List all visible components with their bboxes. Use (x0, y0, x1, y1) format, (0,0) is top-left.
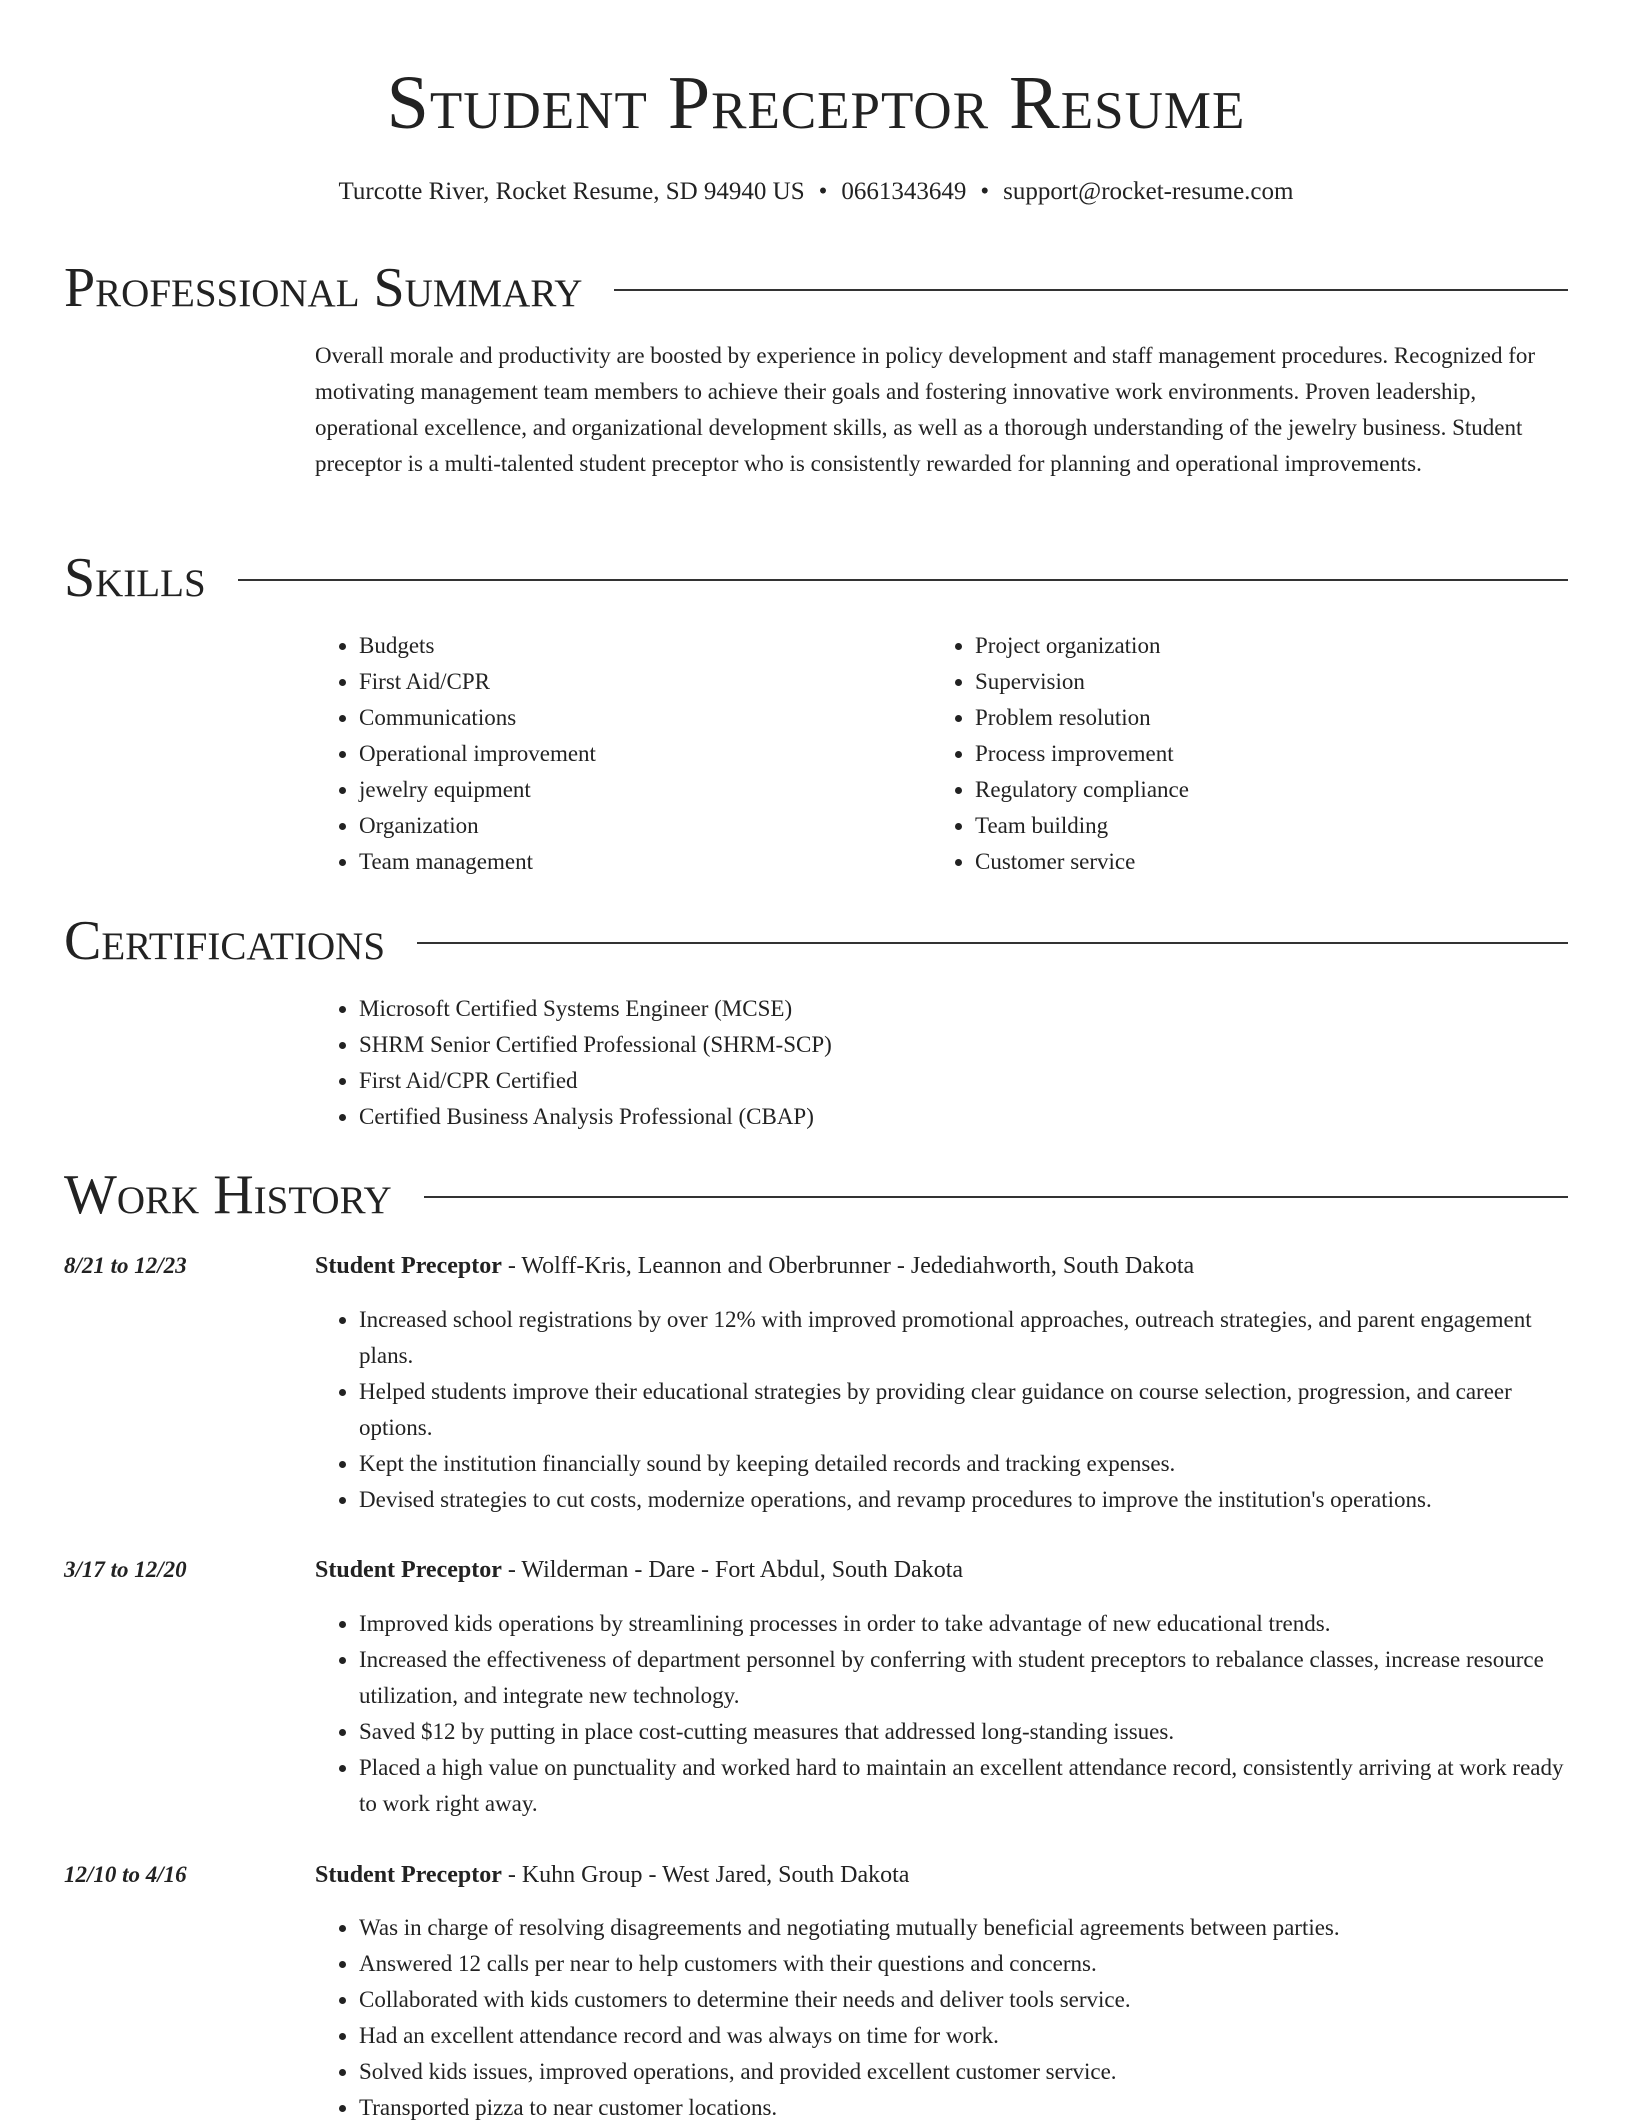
job-bullet: • Increased school registrations by over 12% with improved promotional approaches, outreach strategies, and parent engagement plans. (359, 1302, 1568, 1374)
job-bullet: • Answered 12 calls per near to help customers with their questions and concerns. (359, 1946, 1568, 1982)
skill-item: • jewelry equipment (359, 772, 931, 808)
job-bullets (315, 1302, 1568, 1518)
job-bullet: • Kept the institution financially sound by keeping detailed records and tracking expenses. (359, 1446, 1568, 1482)
job-bullet: • Had an excellent attendance record and was always on time for work. (359, 2018, 1568, 2054)
job-bullets (315, 1606, 1568, 1822)
section-divider (614, 289, 1568, 291)
certifications-heading: Certifications (64, 910, 386, 972)
job-bullet-list (315, 1606, 1568, 1822)
certification-item: • First Aid/CPR Certified (359, 1063, 1568, 1099)
job-bullet: • Placed a high value on punctuality and worked hard to maintain an excellent attendance record, consistently arriving at work ready to work right away. (359, 1750, 1568, 1822)
contact-email: support@rocket-resume.com (1003, 178, 1294, 205)
contact-address: Turcotte River, Rocket Resume, SD 94940 US (338, 178, 805, 205)
job-title: Student Preceptor (315, 1862, 502, 1888)
job-header (315, 1248, 1568, 1284)
contact-phone: 0661343649 (841, 178, 967, 205)
job-bullet: • Increased the effectiveness of department personnel by conferring with student preceptors to rebalance classes, increase resource utilization, and integrate new technology. (359, 1642, 1568, 1714)
contact-separator: • (980, 178, 990, 205)
job-bullet-list (315, 1302, 1568, 1518)
skill-item: • Team management (359, 844, 931, 880)
job-bullet: • Solved kids issues, improved operations, and provided excellent customer service. (359, 2054, 1568, 2090)
skills-content (315, 628, 1568, 880)
certification-item: • Microsoft Certified Systems Engineer (MCSE) (359, 991, 1568, 1027)
job-header (315, 1552, 1568, 1588)
job-details: - Wilderman - Dare - Fort Abdul, South Dakota (501, 1557, 964, 1583)
summary-text: Overall morale and productivity are boosted by experience in policy development and staff management procedures. Recognized for motivating management team members to achieve their goals and fostering innovative work environments. Proven leadership, operational excellence, and organizational development skills, as well as a thorough understanding of the jewelry business. Student preceptor is a multi-talented student preceptor who is consistently rewarded for planning and operational improvements. (315, 343, 1536, 476)
section-divider (424, 1196, 1568, 1198)
job-bullet: • Devised strategies to cut costs, modernize operations, and revamp procedures to improve the institution's operations. (359, 1482, 1568, 1518)
job-title: Student Preceptor (315, 1253, 502, 1279)
skills-section-header (64, 546, 1568, 610)
section-divider (238, 579, 1568, 581)
summary-content (315, 338, 1568, 482)
skill-item: • Supervision (975, 664, 1547, 700)
job-dates: 12/10 to 4/16 (64, 1862, 187, 1887)
section-divider (417, 942, 1568, 944)
resume-title: Student Preceptor Resume (386, 61, 1246, 145)
certifications-section-header (64, 909, 1568, 973)
skill-item: • Process improvement (975, 736, 1547, 772)
job-bullet: • Transported pizza to near customer locations. (359, 2090, 1568, 2126)
job-details: - Wolff-Kris, Leannon and Oberbrunner - Jedediahworth, South Dakota (501, 1253, 1195, 1279)
job-dates: 3/17 to 12/20 (64, 1557, 187, 1582)
certifications-content (315, 991, 1568, 1135)
skills-columns (315, 628, 1568, 880)
skills-heading: Skills (64, 547, 206, 609)
certification-item: • SHRM Senior Certified Professional (SHRM-SCP) (359, 1027, 1568, 1063)
job-header (315, 1857, 1568, 1893)
job-bullet-list (315, 1910, 1568, 2126)
skill-item: • Regulatory compliance (975, 772, 1547, 808)
summary-section-header (64, 256, 1568, 320)
job-details: - Kuhn Group - West Jared, South Dakota (501, 1862, 910, 1888)
contact-line (0, 174, 1632, 210)
skill-item: • Organization (359, 808, 931, 844)
job-title: Student Preceptor (315, 1557, 502, 1583)
job-bullet: • Improved kids operations by streamlining processes in order to take advantage of new educational trends. (359, 1606, 1568, 1642)
job-bullet: • Collaborated with kids customers to determine their needs and deliver tools service. (359, 1982, 1568, 2018)
contact-separator: • (818, 178, 828, 205)
skill-item: • Communications (359, 700, 931, 736)
skill-item: • Operational improvement (359, 736, 931, 772)
certification-item: • Certified Business Analysis Professional (CBAP) (359, 1099, 1568, 1135)
certifications-list (315, 991, 1568, 1135)
skill-item: • First Aid/CPR (359, 664, 931, 700)
summary-heading: Professional Summary (64, 257, 583, 319)
skill-item: • Team building (975, 808, 1547, 844)
job-bullet: • Was in charge of resolving disagreements and negotiating mutually beneficial agreements between parties. (359, 1910, 1568, 1946)
skill-item: • Budgets (359, 628, 931, 664)
job-bullet: • Saved $12 by putting in place cost-cutting measures that addressed long-standing issues. (359, 1714, 1568, 1750)
skills-list-left (315, 628, 931, 880)
skill-item: • Customer service (975, 844, 1547, 880)
skill-item: • Problem resolution (975, 700, 1547, 736)
work-section-header (64, 1163, 1568, 1227)
job-bullet: • Helped students improve their educational strategies by providing clear guidance on course selection, progression, and career options. (359, 1374, 1568, 1446)
skills-list-right (931, 628, 1547, 880)
job-bullets (315, 1910, 1568, 2126)
skill-item: • Project organization (975, 628, 1547, 664)
job-dates: 8/21 to 12/23 (64, 1253, 187, 1278)
work-heading: Work History (64, 1164, 392, 1226)
